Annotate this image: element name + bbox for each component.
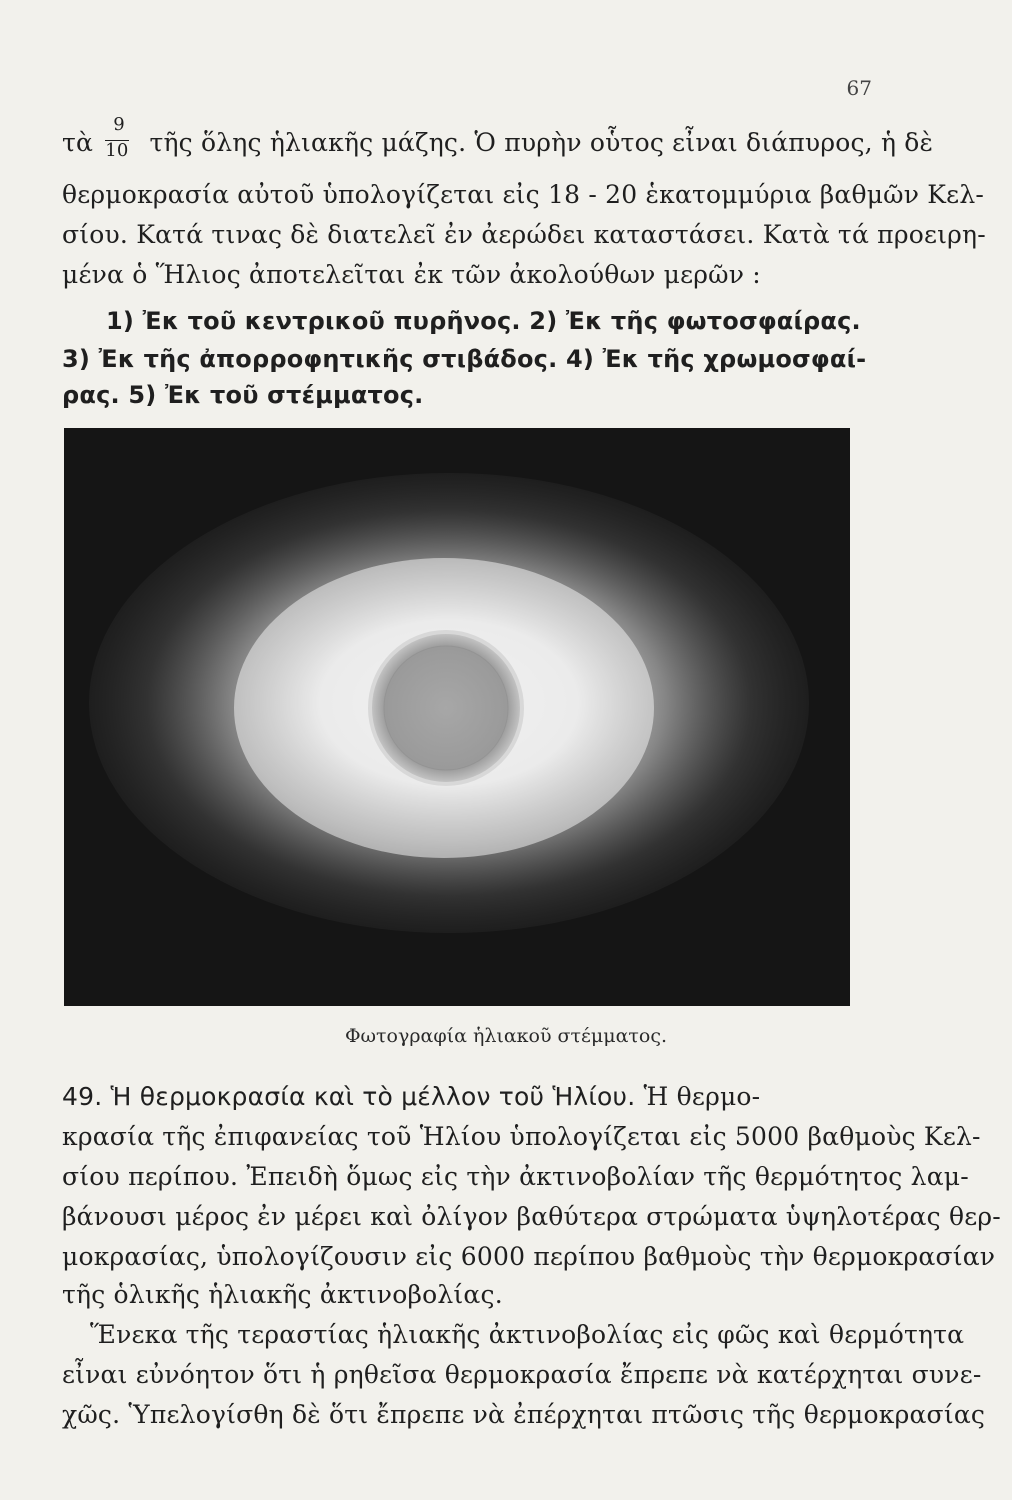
section-line-1 (62, 1080, 882, 1114)
section-line-6: τῆς ὁλικῆς ἡλιακῆς ἀκτινοβολίας. (62, 1280, 503, 1309)
text-line-3: σίου. Κατά τινας δὲ διατελεῖ ἐν ἀερώδει καταστάσει. Κατὰ τά προειρη- (62, 220, 986, 249)
list-line-3: ρας. 5) Ἐκ τοῦ στέμματος. (62, 381, 424, 409)
section-line-3: σίου περίπου. Ἐπειδὴ ὅμως εἰς τὴν ἀκτινοβολίαν τῆς θερμότητος λαμ- (62, 1162, 969, 1191)
section-line-4: βάνουσι μέρος ἐν μέρει καὶ ὀλίγον βαθύτερα στρώματα ὑψηλοτέρας θερ- (62, 1202, 1001, 1231)
list-line-2: 3) Ἐκ τῆς ἀπορροφητικῆς στιβάδος. 4) Ἐκ τῆς χρωμοσφαί- (62, 345, 867, 373)
text-line-1 (62, 114, 934, 161)
fraction (101, 114, 141, 161)
section-line-2: κρασία τῆς ἐπιφανείας τοῦ Ἡλίου ὑπολογίζεται εἰς 5000 βαθμοὺς Κελ- (62, 1122, 981, 1151)
text-line-4: μένα ὁ Ἥλιος ἀποτελεῖται ἐκ τῶν ἀκολούθων μερῶν : (62, 260, 761, 289)
fraction-numerator: 9 (113, 114, 125, 135)
page-number: 67 (846, 76, 872, 100)
section-heading: 49. Ἡ θερμοκρασία καὶ τὸ μέλλον τοῦ Ἡλίου. (62, 1082, 636, 1111)
lead-word: τὰ (62, 128, 94, 157)
fraction-denominator: 10 (105, 140, 129, 161)
section-line-9: χῶς. Ὑπελογίσθη δὲ ὅτι ἔπρεπε νὰ ἐπέρχηται πτῶσις τῆς θερμοκρασίας (62, 1400, 986, 1429)
text-line-2: θερμοκρασία αὐτοῦ ὑπολογίζεται εἰς 18 - 20 ἑκατομμύρια βαθμῶν Κελ- (62, 180, 985, 209)
section-line-7: Ἕνεκα τῆς τεραστίας ἡλιακῆς ἀκτινοβολίας εἰς φῶς καὶ θερμότητα (90, 1320, 965, 1349)
text-line-1-rest: τῆς ὅλης ἡλιακῆς μάζης. Ὁ πυρὴν οὗτος εἶναι διάπυρος, ἡ δὲ (149, 128, 934, 157)
solar-corona-photo (64, 428, 850, 1006)
section-line-5: μοκρασίας, ὑπολογίζουσιν εἰς 6000 περίπου βαθμοὺς τὴν θερμοκρασίαν (62, 1242, 996, 1271)
section-line-8: εἶναι εὐνόητον ὅτι ἡ ρηθεῖσα θερμοκρασία ἔπρεπε νὰ κατέρχηται συνε- (62, 1360, 982, 1389)
section-line-1-rest: Ἡ θερμο- (643, 1082, 761, 1111)
photo-caption: Φωτογραφία ἡλιακοῦ στέμματος. (344, 1025, 668, 1047)
list-line-1: 1) Ἐκ τοῦ κεντρικοῦ πυρῆνος. 2) Ἐκ τῆς φωτοσφαίρας. (106, 307, 861, 335)
